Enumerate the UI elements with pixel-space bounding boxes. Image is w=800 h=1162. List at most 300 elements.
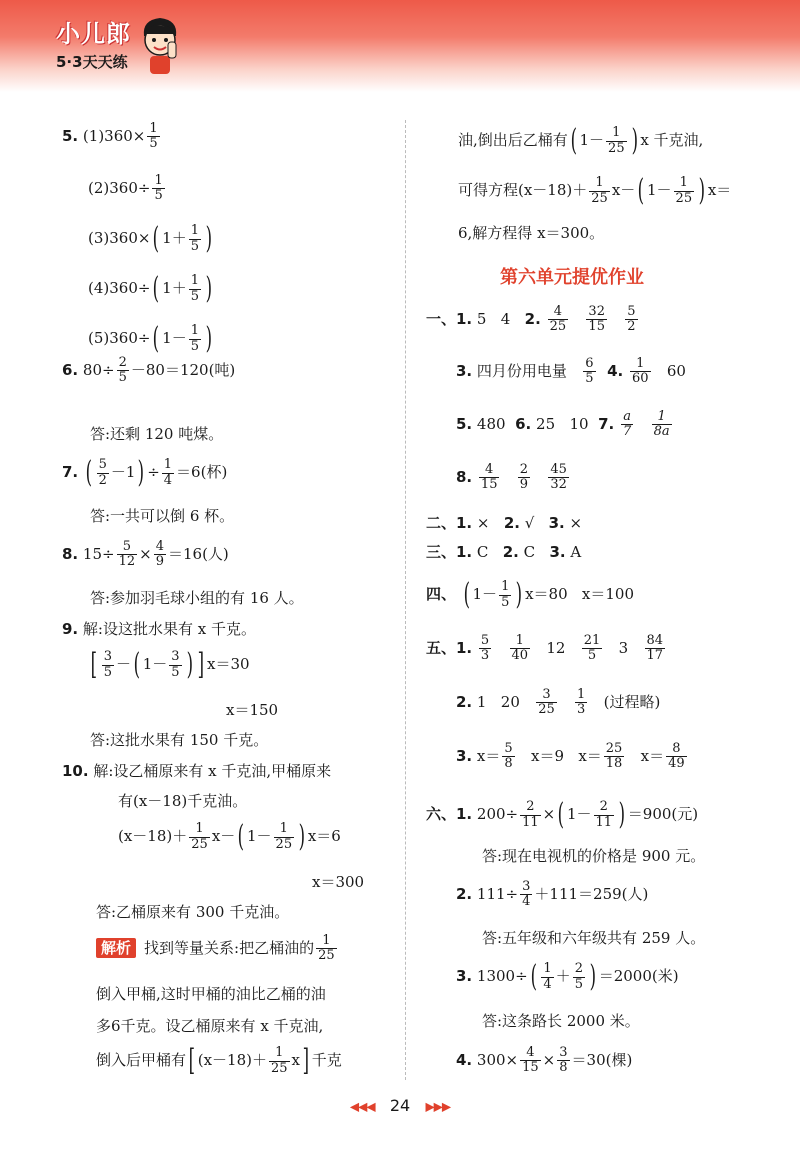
question-number: 2.	[456, 884, 473, 903]
expr: 1－	[647, 181, 672, 199]
q5-line-3	[88, 221, 215, 256]
expr: ＋111＝259(人)	[534, 884, 649, 903]
denominator: 25	[538, 702, 555, 718]
fraction	[102, 650, 114, 680]
fraction	[594, 800, 615, 830]
expr: ＝6(杯)	[176, 463, 228, 481]
fraction	[557, 1046, 569, 1076]
denominator: 4	[543, 976, 552, 992]
fraction	[189, 324, 201, 354]
answer-value: C	[523, 543, 536, 561]
numerator: 3	[522, 879, 531, 894]
expr: 油,倒出后乙桶有	[458, 131, 568, 149]
paren-open: (	[133, 647, 141, 682]
paren-close: )	[205, 221, 213, 256]
answer-value: 3	[618, 638, 629, 657]
fraction	[625, 305, 637, 335]
paren-close: )	[698, 173, 706, 208]
q10-number: 10.	[62, 762, 89, 780]
bracket-open: [	[90, 647, 98, 682]
q10-answer: 答:乙桶原来有 300 千克油。	[96, 903, 290, 921]
liu-line-2	[456, 880, 648, 910]
q8-answer: 答:参加羽毛球小组的有 16 人。	[90, 589, 304, 607]
fraction	[97, 458, 109, 488]
expr: 倒入后甲桶有	[96, 1051, 187, 1069]
q6-answer: 答:还剩 120 吨煤。	[90, 425, 224, 443]
denominator: 5	[171, 664, 180, 680]
answer-value: C	[476, 543, 489, 561]
fraction	[147, 122, 159, 152]
numerator: 2	[594, 800, 615, 815]
column-divider	[405, 120, 406, 1080]
answer-value: √	[524, 514, 535, 532]
answer-value: 20	[500, 692, 520, 711]
denominator: 9	[519, 477, 529, 493]
question-number: 4.	[607, 361, 624, 380]
paren-close: )	[298, 819, 306, 854]
numerator: 1	[190, 273, 199, 289]
denominator: 4	[163, 472, 173, 488]
numerator: 5	[98, 457, 107, 473]
numerator: 1	[606, 126, 627, 141]
numerator: 5	[627, 304, 636, 319]
expr: 找到等量关系:把乙桶油的	[144, 938, 315, 957]
question-number: 六、1.	[426, 805, 473, 823]
expr: 1－	[566, 805, 592, 823]
expr: ＝900(元)	[627, 805, 699, 823]
answer-value: 4	[500, 309, 511, 328]
question-number: 2.	[503, 514, 520, 532]
brand-logo	[56, 14, 131, 72]
fraction	[479, 463, 500, 493]
numerator: 1	[674, 176, 695, 191]
paren-close: )	[631, 123, 638, 158]
mascot-boy-icon	[138, 14, 182, 76]
expr: －	[116, 655, 132, 673]
expr: 1－	[579, 131, 605, 149]
expr: 可得方程(x－18)＋	[458, 181, 588, 199]
q10-cont-line-3: 6,解方程得 x＝300。	[458, 224, 605, 242]
fraction	[274, 822, 295, 852]
fraction	[316, 934, 337, 964]
numerator: 1	[189, 822, 210, 837]
denominator: 5	[149, 136, 158, 152]
fraction	[604, 742, 625, 772]
denominator: 11	[522, 814, 539, 830]
fraction	[548, 305, 569, 335]
q9-answer: 答:这批水果有 150 千克。	[90, 731, 269, 749]
expr: 1－	[162, 329, 187, 347]
numerator: 1	[149, 121, 158, 136]
analysis-line-2: 倒入甲桶,这时甲桶的油比乙桶的油	[96, 985, 326, 1003]
numerator: 1	[190, 323, 199, 339]
q10-cont-line-2	[458, 173, 732, 208]
expr: x＝	[476, 746, 501, 765]
analysis-line-3: 多6千克。设乙桶原来有 x 千克油,	[96, 1017, 324, 1035]
expr: ×	[542, 805, 556, 823]
q10-equation	[118, 819, 341, 854]
question-number: 4.	[456, 1050, 473, 1069]
denominator: 25	[675, 190, 693, 206]
answer-value: 四月份用电量	[476, 361, 567, 380]
analysis-line-1	[96, 934, 339, 964]
numerator: 1	[652, 410, 672, 425]
denominator: 8	[559, 1060, 568, 1076]
numerator: 2	[118, 355, 127, 370]
paren-close: )	[205, 271, 213, 306]
answer-value: 480	[476, 414, 506, 433]
question-number: 四、	[426, 585, 457, 603]
expr: ×	[139, 544, 152, 563]
numerator: 4	[520, 1046, 541, 1061]
expr: x	[291, 1051, 301, 1069]
question-number: 3.	[548, 514, 565, 532]
denominator: 25	[275, 836, 293, 852]
expr: 1－	[472, 585, 498, 603]
fraction	[583, 357, 595, 387]
expr: －80＝120(吨)	[130, 360, 236, 379]
q10-cont-line-1	[458, 123, 704, 158]
denominator: 5	[585, 371, 594, 387]
q9-line-2	[88, 647, 250, 682]
numerator: 21	[583, 633, 601, 648]
fraction	[520, 880, 532, 910]
denominator: 5	[190, 288, 199, 304]
denominator: 15	[480, 477, 498, 493]
q5-line-2	[88, 174, 167, 204]
fraction	[582, 634, 603, 664]
question-number: 3.	[456, 746, 473, 765]
fraction	[520, 1046, 541, 1076]
answer-value: 5	[476, 309, 487, 328]
question-number: 3.	[456, 967, 473, 985]
denominator: 25	[608, 140, 625, 156]
denominator: 5	[501, 594, 510, 610]
numerator: 1	[510, 634, 531, 649]
denominator: 5	[103, 664, 112, 680]
numerator: 2	[520, 800, 541, 815]
expr: 解:设乙桶原来有 x 千克油,甲桶原来	[93, 762, 332, 780]
denominator: 17	[646, 648, 664, 664]
numerator: 3	[536, 688, 557, 703]
denominator: 5	[154, 188, 163, 204]
brand-subtitle: 5·3天天练	[56, 53, 128, 71]
denominator: 12	[118, 554, 136, 570]
question-number: 2.	[456, 692, 473, 711]
fraction	[479, 634, 491, 664]
fraction	[152, 174, 164, 204]
liu-answer-1: 答:现在电视机的价格是 900 元。	[482, 847, 706, 865]
answer-value: 25	[536, 414, 556, 433]
er-line	[426, 514, 582, 532]
q8-number: 8.	[62, 544, 79, 563]
expr: x＝80	[525, 585, 568, 603]
paren-open: (	[237, 819, 245, 854]
denominator: 2	[627, 319, 636, 335]
expr: (x－18)＋	[197, 1051, 267, 1069]
expr: ×	[542, 1050, 556, 1069]
q8-line	[62, 540, 229, 570]
wu-line-1	[426, 634, 667, 664]
paren-open: (	[570, 123, 577, 158]
expr: x＝30	[207, 655, 250, 673]
expr: x－	[211, 827, 236, 845]
denominator: 25	[549, 319, 567, 335]
numerator: 84	[646, 633, 664, 648]
fraction	[269, 1046, 290, 1076]
numerator: 1	[543, 961, 552, 977]
liu-line-1	[426, 797, 699, 832]
numerator: 2	[574, 961, 583, 977]
numerator: 8	[666, 742, 687, 757]
paren-close: )	[618, 797, 626, 832]
analysis-line-4	[96, 1043, 342, 1078]
left-arrows-icon: ◀◀◀	[349, 1099, 375, 1114]
answer-value: 10	[569, 414, 589, 433]
denominator: 25	[191, 836, 208, 852]
answer-value: A	[570, 543, 582, 561]
expr: (4)360÷	[88, 279, 151, 297]
right-arrows-icon: ▶▶▶	[425, 1099, 451, 1114]
expr: 80÷	[82, 360, 115, 379]
paren-open: (	[637, 173, 645, 208]
paren-close: )	[515, 577, 523, 612]
q6-number: 6.	[62, 360, 79, 379]
page-number: 24	[389, 1096, 411, 1115]
san-line	[426, 543, 581, 561]
numerator: 45	[550, 462, 567, 477]
q9-number: 9.	[62, 620, 79, 638]
denominator: 25	[591, 190, 608, 206]
expr: (2)360÷	[88, 178, 151, 197]
denominator: 2	[98, 472, 107, 488]
q7-line	[62, 455, 228, 490]
expr: x＝6	[307, 827, 341, 845]
yi-line-1	[426, 305, 640, 335]
q10-solution: x＝300	[312, 873, 365, 891]
q10-line-1	[62, 762, 331, 780]
expr: 千克	[311, 1051, 342, 1069]
fraction	[674, 176, 695, 206]
expr: (5)360÷	[88, 329, 151, 347]
numerator: 5	[117, 540, 138, 555]
expr: 1－	[247, 827, 272, 845]
question-number: 7.	[598, 414, 615, 433]
numerator: 4	[479, 463, 500, 478]
denominator: 7	[623, 424, 632, 440]
numerator: 1	[274, 822, 295, 837]
expr: ＝30(棵)	[571, 1050, 633, 1069]
denominator: 49	[668, 756, 685, 772]
paren-open: (	[153, 271, 160, 306]
fraction	[518, 463, 530, 493]
yi-line-5	[456, 410, 674, 440]
fraction	[189, 274, 201, 304]
fraction	[589, 176, 610, 206]
numerator: 1	[501, 579, 510, 595]
q5-line-1	[62, 122, 162, 152]
expr: 300×	[476, 1050, 519, 1069]
expr: 1300÷	[476, 967, 528, 985]
answer-value: 12	[546, 638, 566, 657]
answer-value: 1	[476, 692, 487, 711]
fraction	[117, 356, 129, 386]
expr: ＝2000(米)	[598, 967, 679, 985]
denominator: 5	[118, 370, 127, 386]
numerator: 6	[585, 356, 594, 371]
denominator: 9	[155, 554, 164, 570]
denominator: 5	[190, 338, 199, 354]
liu-line-3	[456, 959, 679, 994]
fraction	[575, 688, 587, 718]
si-line	[426, 577, 635, 612]
question-number: 2.	[524, 309, 541, 328]
expr: x＝	[707, 181, 732, 199]
question-number: 5.	[456, 414, 473, 433]
numerator: 3	[103, 649, 112, 665]
question-number: 3.	[456, 361, 473, 380]
q5-number: 5.	[62, 126, 79, 145]
fraction	[510, 634, 531, 664]
expr: 111÷	[476, 884, 519, 903]
expr: 200÷	[476, 805, 519, 823]
expr: 1＋	[162, 229, 187, 247]
numerator: 1	[154, 173, 163, 188]
yi-line-3	[456, 357, 686, 387]
answer-value: ×	[476, 514, 490, 532]
fraction	[541, 962, 553, 992]
brand-name: 小儿郎	[56, 20, 131, 48]
denominator: 40	[511, 648, 529, 664]
expr: 解:设这批水果有 x 千克。	[82, 620, 256, 638]
expr: x＝	[578, 746, 602, 765]
expr: x 千克油,	[640, 131, 704, 149]
numerator: 4	[155, 539, 164, 554]
fraction	[630, 357, 651, 387]
paren-close: )	[589, 959, 597, 994]
answer-value: (过程略)	[603, 692, 661, 711]
expr: ÷	[147, 463, 160, 481]
question-number: 2.	[502, 543, 519, 561]
q9-line-1	[62, 620, 256, 638]
analysis-tag: 解析	[96, 938, 136, 958]
denominator: 8a	[653, 424, 670, 440]
denominator: 18	[605, 756, 623, 772]
fraction	[621, 410, 633, 440]
denominator: 60	[632, 371, 649, 387]
question-number: 二、1.	[426, 514, 473, 532]
question-number: 6.	[515, 414, 532, 433]
denominator: 4	[522, 894, 531, 910]
q6-line	[62, 356, 235, 386]
numerator: 3	[559, 1045, 568, 1060]
numerator: 5	[504, 741, 513, 756]
expr: x－	[611, 181, 636, 199]
wu-line-3	[456, 742, 689, 772]
expr: －1	[110, 463, 136, 481]
liu-answer-2: 答:五年级和六年级共有 259 人。	[482, 929, 706, 947]
fraction	[666, 742, 687, 772]
paren-close: )	[138, 455, 145, 490]
denominator: 5	[574, 976, 583, 992]
fraction	[117, 540, 138, 570]
bracket-close: ]	[302, 1043, 310, 1078]
fraction	[189, 224, 201, 254]
expr: (1)360×	[82, 126, 146, 145]
denominator: 32	[550, 477, 567, 493]
numerator: 2	[519, 462, 529, 477]
q7-number: 7.	[62, 463, 79, 481]
fraction	[520, 800, 541, 830]
denominator: 8	[504, 756, 513, 772]
liu-answer-3: 答:这条路长 2000 米。	[482, 1012, 640, 1030]
answer-value: 60	[666, 361, 686, 380]
q10-line-2: 有(x－18)千克油。	[118, 792, 248, 810]
question-number: 五、1.	[426, 638, 473, 657]
expr: x＝9	[530, 746, 564, 765]
fraction	[189, 822, 210, 852]
question-number: 三、1.	[426, 543, 473, 561]
expr: x＝100	[581, 585, 635, 603]
denominator: 5	[587, 648, 597, 664]
denominator: 15	[522, 1060, 539, 1076]
expr: ＋	[555, 967, 571, 985]
fraction	[502, 742, 514, 772]
numerator: 25	[605, 741, 623, 756]
paren-open: (	[557, 797, 565, 832]
denominator: 3	[577, 702, 586, 718]
section-title: 第六单元提优作业	[500, 267, 644, 288]
paren-open: (	[463, 577, 470, 612]
q7-answer: 答:一共可以倒 6 杯。	[90, 507, 235, 525]
paren-open: (	[153, 321, 160, 356]
fraction	[573, 962, 585, 992]
q5-line-5	[88, 321, 215, 356]
numerator: 32	[588, 304, 605, 319]
expr: (3)360×	[88, 229, 151, 247]
paren-open: (	[85, 455, 93, 490]
bracket-open: [	[188, 1043, 196, 1078]
bracket-close: ]	[197, 647, 205, 682]
answer-value: ×	[569, 514, 583, 532]
expr: (x－18)＋	[118, 827, 188, 845]
fraction	[586, 305, 607, 335]
question-number: 一、1.	[426, 309, 473, 328]
fraction	[169, 650, 181, 680]
question-number: 3.	[549, 543, 566, 561]
fraction	[154, 540, 166, 570]
numerator: a	[621, 410, 633, 425]
fraction	[499, 580, 511, 610]
paren-open: (	[153, 221, 160, 256]
numerator: 1	[630, 357, 651, 372]
expr: 15÷	[82, 544, 115, 563]
numerator: 5	[480, 633, 490, 648]
numerator: 1	[589, 176, 610, 191]
numerator: 3	[171, 649, 180, 665]
fraction	[162, 458, 174, 488]
q5-line-4	[88, 271, 215, 306]
expr: 1－	[142, 655, 168, 673]
expr: ＝16(人)	[167, 544, 229, 563]
expr: x＝	[640, 746, 665, 765]
numerator: 1	[190, 223, 199, 239]
question-number: 8.	[456, 467, 473, 486]
denominator: 15	[588, 319, 605, 335]
fraction	[536, 688, 557, 718]
numerator: 4	[548, 305, 569, 320]
denominator: 5	[190, 238, 199, 254]
